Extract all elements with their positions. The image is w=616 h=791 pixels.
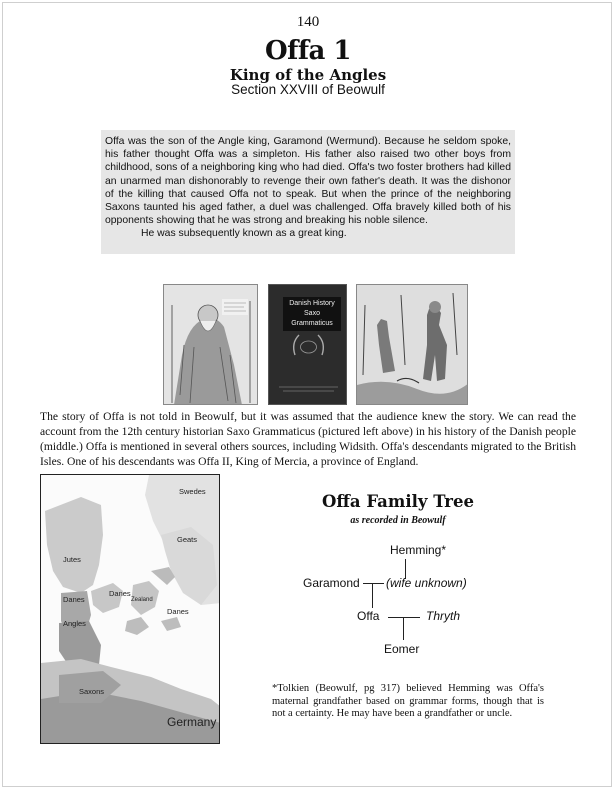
offa-duel-image — [356, 284, 468, 405]
page-subtitle: King of the Angles — [229, 66, 387, 84]
tree-node-thryth: Thryth — [426, 609, 461, 623]
family-tree-subtitle: as recorded in Beowulf — [350, 515, 446, 526]
tree-line-garamond-down — [372, 584, 373, 608]
map-label-angles: Angles — [63, 619, 86, 628]
summary-box — [101, 130, 515, 254]
tree-node-offa: Offa — [357, 609, 380, 623]
map-label-germany: Germany — [167, 715, 217, 729]
family-tree-title: Offa Family Tree — [322, 492, 474, 511]
map-label-danes-east: Danes — [167, 607, 189, 616]
footnote: *Tolkien (Beowulf, pg 317) believed Hemming was Offa's maternal grandfather based on grammar forms, though that is not a certainty. He may have been a grandfather or uncle. — [272, 683, 544, 720]
tree-line-offa-down — [403, 618, 404, 640]
tree-node-eomer: Eomer — [384, 642, 420, 656]
summary-paragraph: Offa was the son of the Angle king, Garamond (Wermund). Because he seldom spoke, his father thought Offa was a simpleton. His father also raised two other boys from childhood, sons of a neighboring king who had died. Offa's two foster brothers had killed an unarmed man dishonorably to revenge their own father's death. It was the dishonor of the killing that caused Offa not to speak. But when the prince of the neighboring Saxons taunted his aged father, a duel was challenged. Offa bravely killed both of his opponents showing that he was strong and breaking his noble silence. — [105, 136, 511, 227]
map-label-danes-west: Danes — [63, 595, 85, 604]
map-label-zealand: Zealand — [131, 597, 153, 603]
book-cover-title — [283, 297, 341, 331]
tree-node-hemming: Hemming* — [390, 543, 447, 557]
tree-line-marriage — [363, 583, 384, 584]
book-cover-line-1: Danish History — [289, 300, 335, 307]
map-label-swedes: Swedes — [179, 487, 206, 496]
map-label-jutes: Jutes — [63, 555, 81, 564]
section-reference: Section XXVIII of Beowulf — [231, 82, 385, 97]
tree-node-wife-unknown: (wife unknown) — [386, 576, 467, 590]
body-paragraph: The story of Offa is not told in Beowulf, but it was assumed that the audience knew the story. We can read the account from the 12th century historian Saxo Grammaticus (pictured left above) in his history of the Danish people (middle.) Offa is mentioned in several others sources, including Widsith. Offa's descendants migrated to the British Isles. One of his descendants was Offa II, King of Mercia, a province of England. — [40, 410, 576, 468]
map-label-saxons: Saxons — [79, 687, 105, 696]
page-number: 140 — [296, 14, 320, 30]
summary-closing: He was subsequently known as a great king. — [141, 228, 347, 240]
map-label-danes-mid: Danes — [109, 589, 131, 598]
page-title: Offa 1 — [264, 36, 351, 66]
saxo-portrait-image — [163, 284, 258, 405]
tree-line-offa-thryth — [388, 617, 420, 618]
book-cover-line-2: Saxo Grammaticus — [291, 310, 333, 327]
map-label-geats: Geats — [177, 535, 198, 544]
danish-history-book-cover — [268, 284, 347, 405]
tree-node-garamond: Garamond — [303, 576, 360, 590]
scandinavia-map — [40, 474, 220, 744]
map-graphic — [41, 475, 220, 744]
